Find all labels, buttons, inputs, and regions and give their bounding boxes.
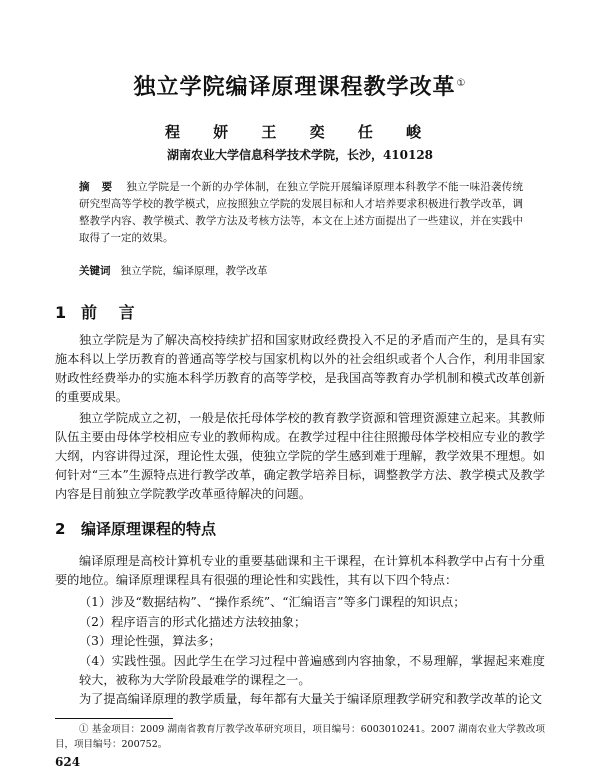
list-item: （3）理论性强，算法多； — [79, 634, 221, 648]
keywords-text: 独立学院，编译原理，教学改革 — [120, 265, 268, 277]
section-2-number: 2 — [55, 520, 66, 538]
title-footnote-mark[interactable]: ① — [456, 77, 467, 89]
section-1-heading — [55, 300, 143, 323]
author-list: 程 妍 王 奕 任 峻 — [164, 123, 436, 141]
section-2-closing: 为了提高编译原理的教学质量，每年都有大量关于编译原理教学研究和教学改革的论文 — [79, 692, 543, 706]
keywords-label: 关键词 — [79, 265, 111, 277]
abstract-label: 摘 要 — [79, 181, 117, 193]
abstract-text: 独立学院是一个新的办学体制，在独立学院开展编译原理本科教学不能一味沿袭传统研究型高等学校的教学模式，应按照独立学院的发展目标和人才培养要求积极进行教学改革，调整教学内容、教学模式、教学方法及考核方法等，本文在上述方面提出了一些建议，并在实践中取得了一定的效果。 — [79, 181, 524, 244]
footnote-divider — [55, 718, 173, 719]
section-2-title: 编译原理课程的特点 — [81, 520, 217, 538]
section-1-title: 前 言 — [81, 303, 143, 322]
footnote: ① 基金项目：2009 湖南省教育厅教学改革研究项目，项目编号：6003010241。2007 湖南农业大学教改项目，项目编号：200752。 — [55, 724, 545, 750]
feature-list — [55, 593, 545, 691]
section-2-heading — [55, 518, 216, 539]
list-item: （2）程序语言的形式化描述方法较抽象； — [79, 614, 307, 629]
author-affiliation: 湖南农业大学信息科学技术学院，长沙，410128 — [166, 148, 434, 162]
list-item: （4）实践性强。因此学生在学习过程中普遍感到内容抽象，不易理解，掌握起来难度较大，被称为大学阶段最难学的课程之一。 — [79, 653, 545, 687]
page-number: 624 — [55, 755, 81, 769]
paper-title — [0, 70, 600, 101]
list-item: （1）涉及“数据结构”、“操作系统”、“汇编语言”等多门课程的知识点； — [79, 595, 466, 609]
abstract-block — [79, 179, 523, 247]
section-1-paragraph: 独立学院成立之初，一般是依托母体学校的教育教学资源和管理资源建立起来。其教师队伍主要由母体学校相应专业的教师构成。在教学过程中往往照搬母体学校相应专业的教学大纲，内容讲得过深，理论性太强，使独立学院的学生感到难于理解，教学效果不理想。如何针对“三本”生源特点进行教学改革，确定教学培养目标，调整教学方法、教学模式及教学内容是目前独立学院教学改革亟待解决的问题。 — [55, 411, 545, 501]
title-text: 独立学院编译原理课程教学改革 — [133, 75, 456, 100]
keywords-block — [79, 263, 523, 278]
section-1-paragraph: 独立学院是为了解决高校持续扩招和国家财政经费投入不足的矛盾而产生的，是具有实施本科以上学历教育的普通高等学校与国家机构以外的社会组织或者个人合作，利用非国家财政性经费举办的实施本科学历教育的高等学校，是我国高等教育办学机制和模式改革创新的重要成果。 — [55, 333, 545, 404]
section-2-intro: 编译原理是高校计算机专业的重要基础课和主干课程，在计算机本科教学中占有十分重要的地位。编译原理课程具有很强的理论性和实践性，其有以下四个特点： — [55, 554, 545, 587]
section-1-number: 1 — [55, 303, 75, 322]
